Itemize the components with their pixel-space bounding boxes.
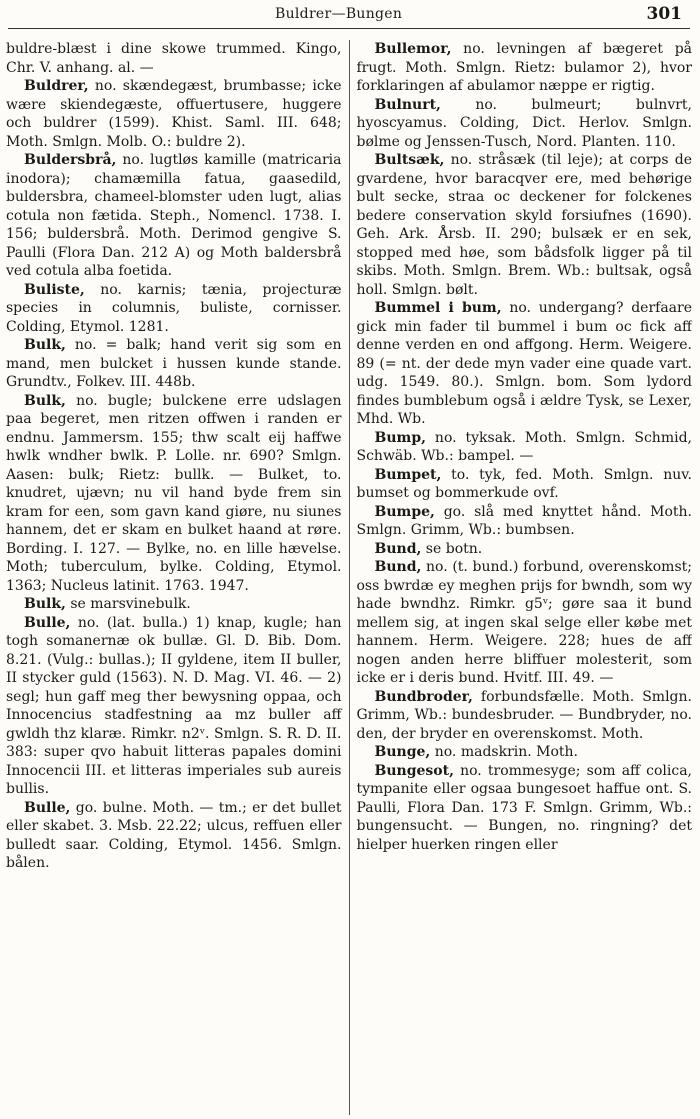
dictionary-entry bbox=[357, 688, 693, 744]
entry-text: no. = balk; hand verit sig som en mand, men bulcket i hussen kunde stande. Grundtv., Folkev. III. 448b. bbox=[6, 337, 342, 390]
entry-text: to. tyk, fed. Moth. Smlgn. nuv. bumset og bommerkude ovf. bbox=[356, 466, 692, 501]
entry-text: buldre-blæst i dine skowe trummed. Kingo, Chr. V. anhang. al. — bbox=[6, 41, 342, 76]
headword: Bunge, bbox=[374, 744, 431, 760]
headword: Bummel i bum, bbox=[374, 300, 502, 316]
dictionary-entry bbox=[6, 40, 342, 77]
headword: Bulk, bbox=[24, 337, 66, 353]
entry-text: no. trommesyge; som aff colica, tympanite eller ogsaa bungesoet haffue ont. S. Paulli, Flora Dan. 173 F. Smlgn. Grimm, Wb.: bungensucht. — Bungen, no. ringning? det hielper huerken ringen eller bbox=[356, 762, 692, 853]
headword: Buldrer, bbox=[24, 78, 89, 94]
headword: Bulk, bbox=[24, 392, 66, 409]
entry-text: forbundsfælle. Moth. Smlgn. Grimm, Wb.: bundesbruder. — Bundbryder, no. den, der bryder en overenskomst. Moth. bbox=[356, 688, 692, 742]
dictionary-entry bbox=[357, 299, 693, 429]
entry-text: se marsvinebulk. bbox=[65, 596, 191, 612]
headword: Bulk, bbox=[24, 596, 66, 612]
dictionary-entry bbox=[357, 762, 693, 855]
headword: Bund, bbox=[374, 540, 422, 557]
entry-text: no. skændegæst, brumbasse; icke wære skiendegæste, offuertusere, huggere och buldrer (1599). Khist. Saml. III. 648; Moth. Smlgn. Molb. O.: buldre 2). bbox=[6, 78, 342, 150]
headword: Buldersbrå, bbox=[24, 152, 117, 168]
headword: Bulle, bbox=[24, 799, 71, 816]
dictionary-entry bbox=[6, 77, 342, 151]
dictionary-entry bbox=[357, 40, 693, 96]
entry-text: se botn. bbox=[421, 540, 483, 557]
entry-text: no. madskrin. Moth. bbox=[430, 744, 579, 760]
dictionary-entry bbox=[357, 96, 693, 152]
dictionary-entry bbox=[6, 281, 342, 337]
right-column bbox=[352, 40, 693, 1115]
headword: Bulnurt, bbox=[374, 96, 441, 113]
headword: Bullemor, bbox=[374, 41, 452, 57]
entry-text: no. (t. bund.) forbund, overenskomst; oss bwrdæ ey meghen prijs for bwndh, som wy hade bwndhz. Rimkr. g5ᵛ; gøre saa it bund mellem sig, at ingen skal selge eller købe met hannem. Herm. Weigere. 228; hues de aff nogen anden herre bliffuer molesterit, som icke er i deris bund. Hvitf. III. 49. — bbox=[356, 559, 692, 686]
running-head: Buldrer—Bungen bbox=[275, 6, 403, 22]
entry-text: no. levningen af bægeret på frugt. Moth. Smlgn. Rietz: bulamor 2), hvor forklaringen af abulamor næppe er rigtig. bbox=[356, 41, 692, 94]
dictionary-entry bbox=[6, 614, 342, 799]
entry-text: no. karnis; tænia, projecturæ species in columnis, buliste, cornisser. Colding, Etymol. 1281. bbox=[6, 281, 342, 335]
dictionary-entry bbox=[357, 466, 693, 503]
entry-text: no. undergang? derfaare gick min fader til bummel i bum oc fick aff denne verden en ond affgong. Herm. Weigere. 89 (= nt. der dede myn vader eine quade vart. udg. 1549. 80.). Smlgn. bom. Som lydord findes bumblebum også i ældre Tysk, se Lexer, Mhd. Wb. bbox=[356, 300, 692, 427]
headword: Buliste, bbox=[24, 281, 85, 298]
dictionary-entry bbox=[6, 799, 342, 873]
entry-text: no. (lat. bulla.) 1) knap, kugle; han togh somanernæ ok bullæ. Gl. D. Bib. Dom. 8.21. (Vulg.: bullas.); II gyldene, item II buller, II stycker guld (1563). N. D. Mag. VI. 46. — 2) segl; hun gaff meg ther bewysning oppaa, och Innocencius stadfestning aa mz buller aff gwldh thz klaræ. Rimkr. n2ᵛ. Smlgn. S. R. D. II. 383: super qvo habuit litteras papales domini Innocencii III. et litteras imperiales sub aureis bullis. bbox=[6, 614, 342, 797]
entry-text: no. tyksak. Moth. Smlgn. Schmid, Schwäb. Wb.: bampel. — bbox=[356, 429, 692, 464]
entry-text: go. bulne. Moth. — tm.; er det bullet eller skabet. 3. Msb. 22.22; ulcus, reffuen eller bulledt saar. Colding, Etymol. 1456. Smlgn. bålen. bbox=[6, 799, 342, 871]
dictionary-entry bbox=[6, 595, 342, 614]
left-column bbox=[6, 40, 347, 1115]
headword: Bulle, bbox=[24, 614, 71, 631]
entry-text: no. bugle; bulckene erre udslagen paa begeret, men ritzen offwen i randen er endnu. Jammersm. 155; thw scalt eij haffwe hwlk wndher bwlk. P. Lolle. nr. 690? Smlgn. Aasen: bulk; Rietz: bullk. — Bulket, to. knudret, ujævn; nu vil hand byde frem sin kram for een, som gavn kand giøre, nu siunes hannem, det er skam en bulket haand at røre. Bording. I. 127. — Bylke, no. en lille hævelse. Moth; tuberculum, bylke. Colding, Etymol. 1363; Nucleus latinit. 1763. 1947. bbox=[6, 392, 342, 594]
headword: Bundbroder, bbox=[374, 688, 473, 705]
headword: Bund, bbox=[374, 559, 422, 575]
headword: Bultsæk, bbox=[374, 152, 445, 168]
column-divider bbox=[349, 40, 350, 1115]
dictionary-entry bbox=[357, 503, 693, 540]
entry-text: go. slå med knyttet hånd. Moth. Smlgn. Grimm, Wb.: bumbsen. bbox=[356, 503, 692, 538]
page-header bbox=[0, 0, 700, 34]
headword: Bumpet, bbox=[374, 466, 442, 483]
two-column-body bbox=[6, 40, 692, 1115]
dictionary-entry bbox=[6, 151, 342, 281]
dictionary-entry bbox=[6, 336, 342, 392]
entry-text: no. bulmeurt; bulnvrt, hyoscyamus. Colding, Dict. Herlov. Smlgn. bølme og Jenssen-Tusch, Nord. Planten. 110. bbox=[356, 96, 692, 150]
headword: Bumpe, bbox=[374, 503, 435, 520]
dictionary-entry bbox=[357, 429, 693, 466]
headword: Bump, bbox=[374, 429, 426, 446]
dictionary-entry bbox=[6, 392, 342, 596]
headword: Bungesot, bbox=[374, 762, 454, 779]
dictionary-entry bbox=[357, 151, 693, 299]
dictionary-entry bbox=[357, 743, 693, 762]
dictionary-entry bbox=[357, 558, 693, 688]
header-rule bbox=[8, 28, 690, 29]
entry-text: no. lugtløs kamille (matricaria inodora); chamæmilla fatua, gaasedild, buldersbra, chameel-blomster uden lugt, alias cotula non fætida. Steph., Nomencl. 1738. I. 156; buldersbrå. Moth. Derimod gengive S. Paulli (Flora Dan. 212 A) og Moth baldersbrå ved cotula alba foetida. bbox=[6, 152, 342, 279]
dictionary-entry bbox=[357, 540, 693, 559]
page-number: 301 bbox=[646, 4, 682, 24]
entry-text: no. stråsæk (til leje); at corps de gvardene, hvor baracqver ere, med behørige bult secke, straa oc deckener for folckenes bedere conservation skyld forsiufnes (1690). Geh. Ark. Årsb. II. 290; bulsæk er en sek, stopped med høe, som bådsfolk ligger på til skibs. Moth. Smlgn. Brem. Wb.: bultsak, også holl. Smlgn. bølt. bbox=[356, 152, 692, 298]
